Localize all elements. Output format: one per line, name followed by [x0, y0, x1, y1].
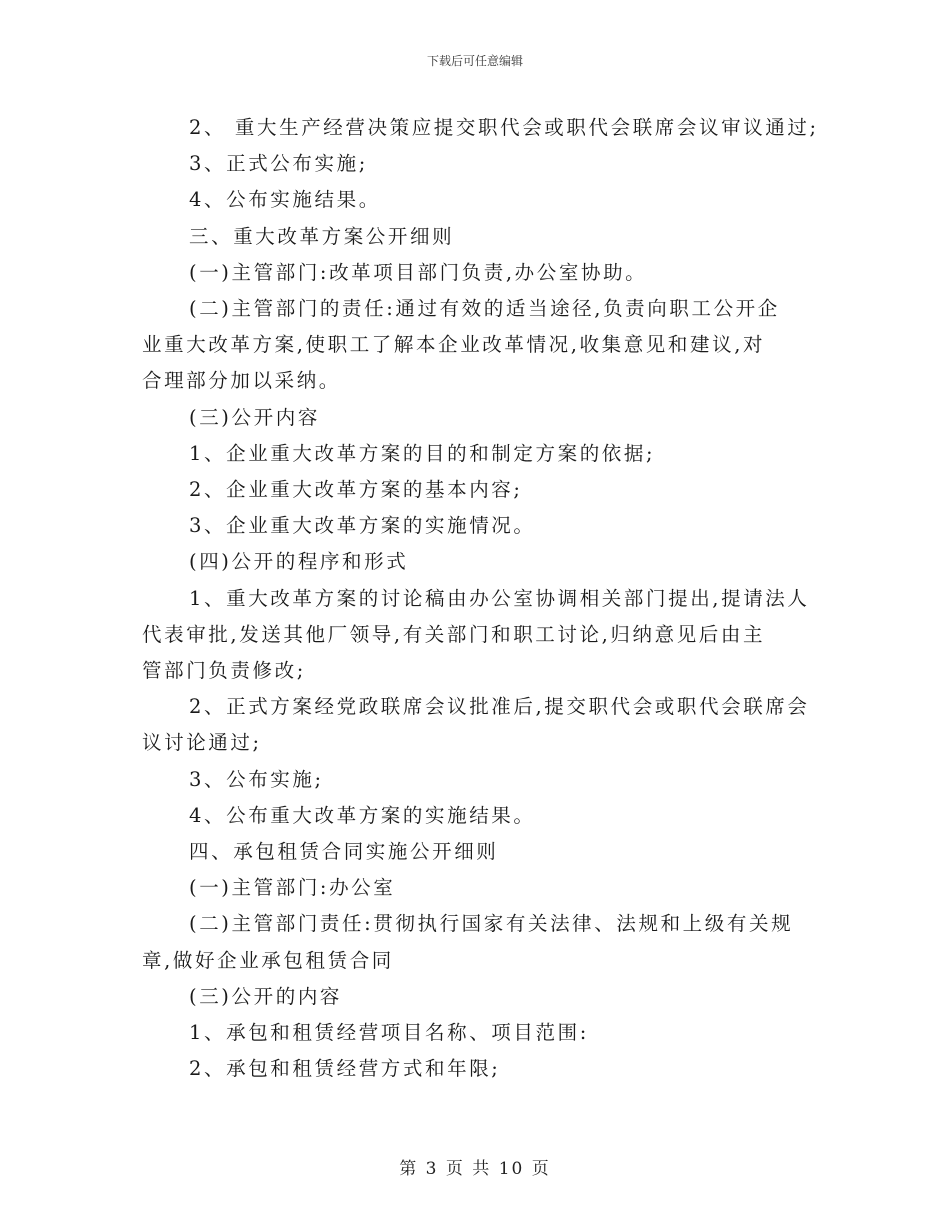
- paragraph-line: 2、正式方案经党政联席会议批准后,提交职代会或职代会联席会: [189, 695, 810, 719]
- paragraph-line: (三)公开内容: [189, 405, 320, 429]
- paragraph-line: 1、企业重大改革方案的目的和制定方案的依据;: [189, 441, 656, 465]
- paragraph-line: 1、重大改革方案的讨论稿由办公室协调相关部门提出,提请法人: [189, 586, 810, 610]
- paragraph-line: 三、重大改革方案公开细则: [189, 224, 455, 248]
- paragraph-line: (四)公开的程序和形式: [189, 550, 409, 574]
- page-header: 下载后可任意编辑: [426, 54, 523, 68]
- paragraph-line: 2、 重大生产经营决策应提交职代会或职代会联席会议审议通过;: [189, 116, 819, 139]
- paragraph-line: (一)主管部门:改革项目部门负责,办公室协助。: [189, 260, 648, 284]
- paragraph-line: 1、承包和租赁经营项目名称、项目范围:: [189, 1021, 589, 1045]
- paragraph-line: 代表审批,发送其他厂领导,有关部门和职工讨论,归纳意见后由主: [142, 622, 766, 646]
- paragraph-line: 章,做好企业承包租赁合同: [142, 948, 394, 972]
- paragraph-line: (二)主管部门的责任:通过有效的适当途径,负责向职工公开企: [189, 297, 780, 321]
- paragraph-line: 合理部分加以采纳。: [142, 369, 341, 393]
- paragraph-line: 四、承包租赁合同实施公开细则: [189, 840, 499, 864]
- paragraph-line: 4、公布重大改革方案的实施结果。: [189, 803, 536, 827]
- paragraph-line: 3、企业重大改革方案的实施情况。: [189, 514, 536, 538]
- paragraph-line: 业重大改革方案,使职工了解本企业改革情况,收集意见和建议,对: [142, 333, 766, 357]
- paragraph-line: (二)主管部门责任:贯彻执行国家有关法律、法规和上级有关规: [189, 912, 794, 936]
- paragraph-line: 3、公布实施;: [189, 767, 324, 791]
- page-footer: 第 3 页 共 10 页: [399, 1159, 551, 1179]
- paragraph-line: 议讨论通过;: [142, 731, 262, 755]
- paragraph-line: (三)公开的内容: [189, 984, 343, 1008]
- paragraph-line: (一)主管部门:办公室: [189, 876, 396, 900]
- paragraph-line: 3、正式公布实施;: [189, 152, 368, 176]
- paragraph-line: 2、企业重大改革方案的基本内容;: [189, 478, 523, 502]
- paragraph-line: 4、公布实施结果。: [189, 188, 381, 212]
- document-body: [142, 110, 819, 1087]
- paragraph-line: 2、承包和租赁经营方式和年限;: [189, 1057, 501, 1081]
- paragraph-line: 管部门负责修改;: [142, 659, 306, 683]
